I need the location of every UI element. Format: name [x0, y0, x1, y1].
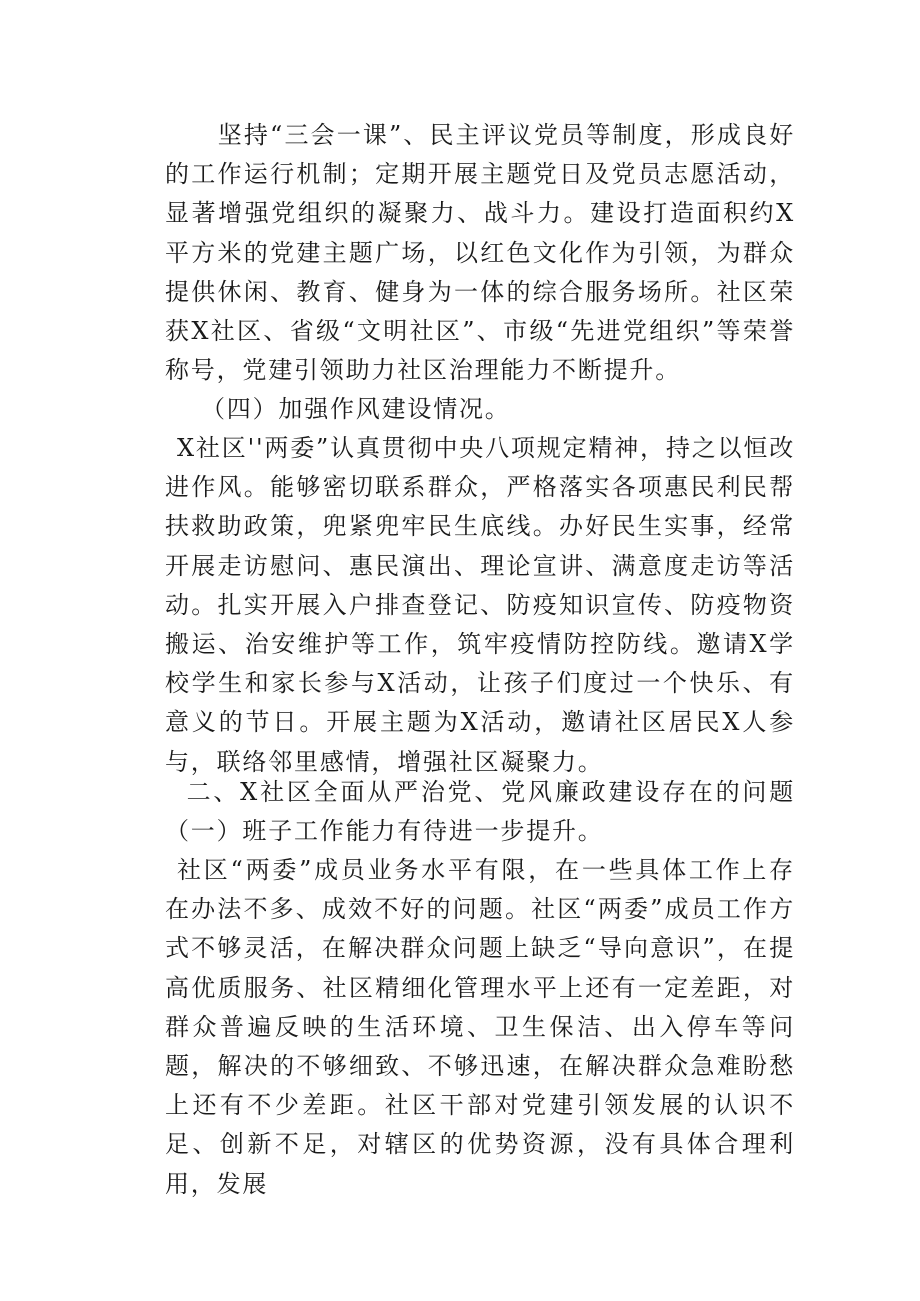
paragraph-problems-details: 社区“两委”成员业务水平有限，在一些具体工作上存在办法不多、成效不好的问题。社区“两委”成员工作方式不够灵活，在解决群众问题上缺乏“导向意识”，在提高优质服务、社区精细化管理水平上还有一定差距，对群众普遍反映的生活环境、卫生保洁、出入停车等问题，解决的不够细致、不够迅速，在解决群众急难盼愁上还有不少差距。社区干部对党建引领发展的认识不足、创新不足，对辖区的优势资源，没有具体合理利用，发展: [165, 856, 795, 1198]
paragraph-work-style-details: X社区''两委”认真贯彻中央八项规定精神，持之以恒改进作风。能够密切联系群众，严格落实各项惠民利民帮扶救助政策，兜紧兜牢民生底线。办好民生实事，经常开展走访慰问、惠民演出、理论宣讲、满意度走访等活动。扎实开展入户排查登记、防疫知识宣传、防疫物资搬运、治安维护等工作，筑牢疫情防控防线。邀请X学校学生和家长参与X活动，让孩子们度过一个快乐、有意义的节日。开展主题为X活动，邀请社区居民X人参与，联络邻里感情，增强社区凝聚力。: [165, 434, 795, 776]
paragraph-party-building-achievements: 坚持“三会一课”、民主评议党员等制度，形成良好的工作运行机制；定期开展主题党日及党员志愿活动，显著增强党组织的凝聚力、战斗力。建设打造面积约X平方米的党建主题广场，以红色文化作为引领，为群众提供休闲、教育、健身为一体的综合服务场所。社区荣获X社区、省级“文明社区”、市级“先进党组织”等荣誉称号，党建引领助力社区治理能力不断提升。: [165, 121, 795, 385]
section-heading-work-style: （四）加强作风建设情况。: [201, 395, 511, 423]
section-heading-problems: 二、X社区全面从严治党、党风廉政建设存在的问题（一）班子工作能力有待进一步提升。: [165, 778, 795, 846]
